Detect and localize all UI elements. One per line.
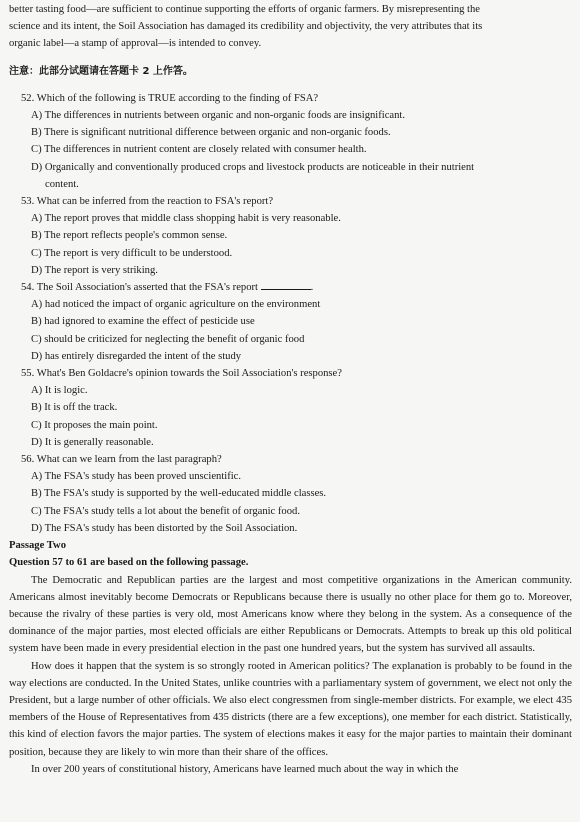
option-c: C) The FSA's study tells a lot about the benefit of organic food. [31, 505, 300, 517]
option-d-continuation [9, 176, 572, 193]
intro-line: science and its intent, the Soil Association has damaged its credibility and objectivity, the very attributes that its [9, 21, 483, 33]
option-a: A) The report proves that middle class shopping habit is very reasonable. [31, 213, 341, 225]
option-d-continuation-text: content. [45, 178, 79, 190]
option-c: C) The differences in nutrient content are closely related with consumer health. [31, 144, 367, 156]
question-stem: 55. What's Ben Goldacre's opinion towards the Soil Association's response? [21, 368, 342, 380]
option-b: B) The FSA's study is supported by the well-educated middle classes. [31, 488, 327, 500]
answer-sheet-note: 注意：此部分试题请在答题卡 2 上作答。 [9, 65, 193, 77]
option-a: A) It is logic. [31, 385, 88, 397]
passage-two-instructions: Question 57 to 61 are based on the following passage. [9, 557, 249, 569]
intro-line: better tasting food—are sufficient to continue supporting the efforts of organic farmers. By misrepresenting the [9, 4, 481, 15]
stem-text: 54. The Soil Association's asserted that the FSA's report [21, 282, 258, 294]
option-b: B) There is significant nutritional difference between organic and non-organic foods. [31, 127, 391, 139]
option-d: D) The report is very striking. [31, 264, 158, 276]
question-56 [9, 451, 572, 537]
question-stem: 53. What can be inferred from the reaction to FSA's report? [21, 196, 274, 208]
option-d: D) It is generally reasonable. [31, 436, 154, 448]
option-a: A) The differences in nutrients between organic and non-organic foods are insignificant. [31, 110, 405, 122]
question-stem: 56. What can we learn from the last paragraph? [21, 454, 222, 466]
option-b: B) It is off the track. [31, 402, 118, 414]
passage-paragraph: How does it happen that the system is so strongly rooted in American politics? The explanation is probably to be found in the way elections are conducted. In the United States, unlike countries with a parliamentary system of government, we elect not only the President, but a large number of other officials. We also elect congressmen from single-member districts. For example, we elect 435 members of the House of Representatives from 435 districts (there are a few exceptions), one member for each district. Statistically, this kind of election favors the major parties. The system of elections makes it easy for the major parties to maintain their dominant position, because they are likely to win more than their share of the offices. [9, 660, 572, 758]
option-c: C) should be criticized for neglecting the benefit of organic food [31, 333, 305, 345]
passage-two-title: Passage Two [9, 540, 66, 552]
option-c: C) The report is very difficult to be understood. [31, 247, 233, 259]
option-a: A) The FSA's study has been proved unscientific. [31, 471, 242, 483]
option-b: B) The report reflects people's common sense. [31, 230, 228, 242]
option-b: B) had ignored to examine the effect of pesticide use [31, 316, 255, 328]
question-stem [9, 279, 572, 296]
question-stem: 52. Which of the following is TRUE according to the finding of FSA? [21, 92, 319, 104]
passage-two-body [9, 572, 572, 778]
passage-one-ending [9, 0, 572, 53]
passage-paragraph: The Democratic and Republican parties are the largest and most competitive organizations in the American community. Americans almost inevitably become Democrats or Republicans because there is usually no other place for them go to. Moreover, because the rivalry of these parties is very old, most Americans know where they belong in the system. As a consequence of the dominance of the major parties, most elected officials are either Republicans or Democrats. Attempts to break up this old political system have been made in every presidential election in the past one hundred years, but the system has survived all assaults. [9, 574, 572, 655]
question-53 [9, 193, 572, 279]
answer-blank [261, 279, 311, 290]
option-a: A) had noticed the impact of organic agriculture on the environment [31, 299, 321, 311]
question-52 [9, 90, 572, 193]
passage-paragraph: In over 200 years of constitutional history, Americans have learned much about the way in which the [31, 763, 459, 775]
question-55 [9, 365, 572, 451]
stem-end: . [310, 282, 314, 294]
option-d: D) has entirely disregarded the intent of the study [31, 350, 242, 362]
option-c: C) It proposes the main point. [31, 419, 158, 431]
option-d: D) The FSA's study has been distorted by the Soil Association. [31, 522, 298, 534]
option-d: D) Organically and conventionally produced crops and livestock products are noticeable in their nutrient [31, 161, 475, 173]
question-54 [9, 279, 572, 365]
intro-line: organic label—a stamp of approval—is intended to convey. [9, 38, 262, 50]
